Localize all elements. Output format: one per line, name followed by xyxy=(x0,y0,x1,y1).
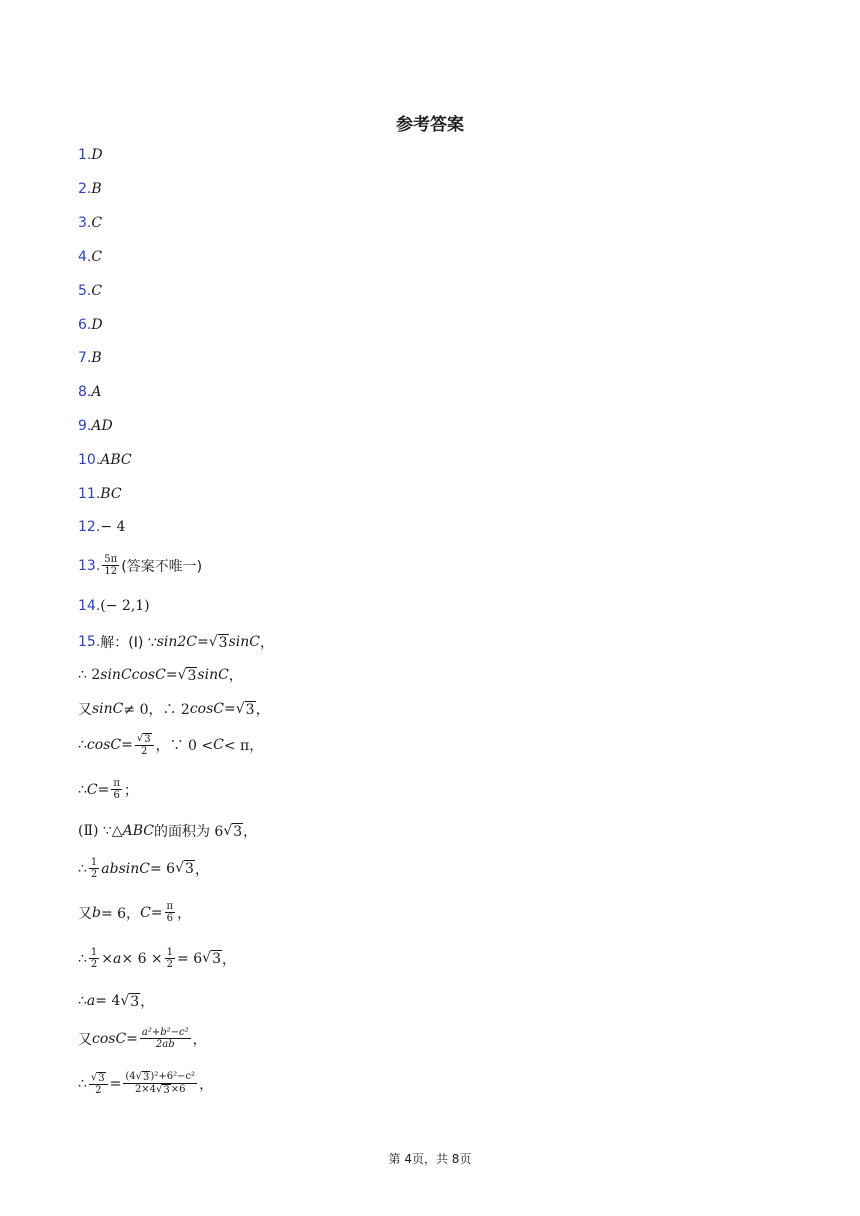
answer-11: 11. BC xyxy=(78,486,122,502)
fraction: $\frac{\pi}{6}$ xyxy=(166,901,174,924)
q15-line-4: ∴ cosC = √ 3 2 ，∵ 0 < C < π， xyxy=(78,733,264,757)
q15-line-2: ∴ 2 sinCcosC = √ 3 sinC ， xyxy=(78,666,243,684)
sqrt: √ 3 xyxy=(208,633,228,651)
sqrt: √ 3 xyxy=(223,822,243,840)
q15-line-8: 又 b = 6， C = $\frac{\pi}{6}$ ， xyxy=(78,901,192,924)
answer-10: 10. ABC xyxy=(78,452,132,468)
fraction: $\frac{1}{2}$ xyxy=(90,857,98,880)
fraction: (4 √ 3 )²+6²−c² 2×4 √ 3 ×6 xyxy=(125,1071,196,1096)
answer-1: 1. D xyxy=(78,147,103,163)
answer-13: 13. $\frac{5\pi}{12}$ (答案不唯一) xyxy=(78,554,203,577)
page-footer: 第 4页，共 8页 xyxy=(388,1152,472,1166)
answer-2: 2. B xyxy=(78,181,102,197)
answer-12: 12. − 4 xyxy=(78,519,126,535)
sqrt: √ 3 xyxy=(235,700,255,718)
answer-5: 5. C xyxy=(78,283,103,299)
sqrt: √ 3 xyxy=(120,992,140,1010)
q15-line-10: ∴ a = 4 √ 3 ， xyxy=(78,992,155,1010)
q15-line-7: ∴ $\frac{1}{2}$ absinC = 6 √ 3 ， xyxy=(78,857,209,880)
sqrt: √ 3 xyxy=(202,950,221,967)
q15-line-3: 又 sinC ≠ 0，∴ 2 cosC = √ 3 ， xyxy=(78,700,270,718)
fraction: √ 3 2 xyxy=(89,1072,108,1096)
q15-line-5: ∴ C = $\frac{\pi}{6}$ ； xyxy=(78,778,138,801)
q15-line-6: (Ⅱ) ∵△ ABC 的面积为 6 √ 3 ， xyxy=(78,822,258,840)
answer-3: 3. C xyxy=(78,215,103,231)
answer-8: 8. A xyxy=(78,384,102,400)
answer-6: 6. D xyxy=(78,317,103,333)
answer-14: 14. (− 2,1) xyxy=(78,598,150,614)
q15-line-9: ∴ $\frac{1}{2}$ × a × 6 × $\frac{1}{2}$ = 6 √ 3 ， xyxy=(78,947,236,970)
answer-7: 7. B xyxy=(78,350,102,366)
answer-4: 4. C xyxy=(78,249,103,265)
answer-9: 9. AD xyxy=(78,418,113,434)
page-title: 参考答案 xyxy=(396,115,464,135)
fraction: $\frac{1}{2}$ xyxy=(166,947,174,970)
q15-line-12: ∴ √ 3 2 = (4 √ 3 )²+6²−c² 2×4 √ 3 ×6 ， xyxy=(78,1071,214,1096)
fraction: √ 3 2 xyxy=(135,733,154,757)
fraction: $\frac{\text{a²+b²−c²}}{2ab}$ xyxy=(141,1027,189,1050)
sqrt: √ 3 xyxy=(175,860,194,877)
q15-line-11: 又 cosC = $\frac{\text{a²+b²−c²}}{2ab}$ ， xyxy=(78,1027,207,1050)
fraction: $\frac{5\pi}{12}$ xyxy=(104,554,118,577)
fraction: $\frac{1}{2}$ xyxy=(90,947,98,970)
fraction: $\frac{\pi}{6}$ xyxy=(113,778,120,801)
sqrt: √ 3 xyxy=(177,666,197,684)
q15-line-1: 15. 解：(Ⅰ) ∵ sin2C = √ 3 sinC ， xyxy=(78,633,274,651)
